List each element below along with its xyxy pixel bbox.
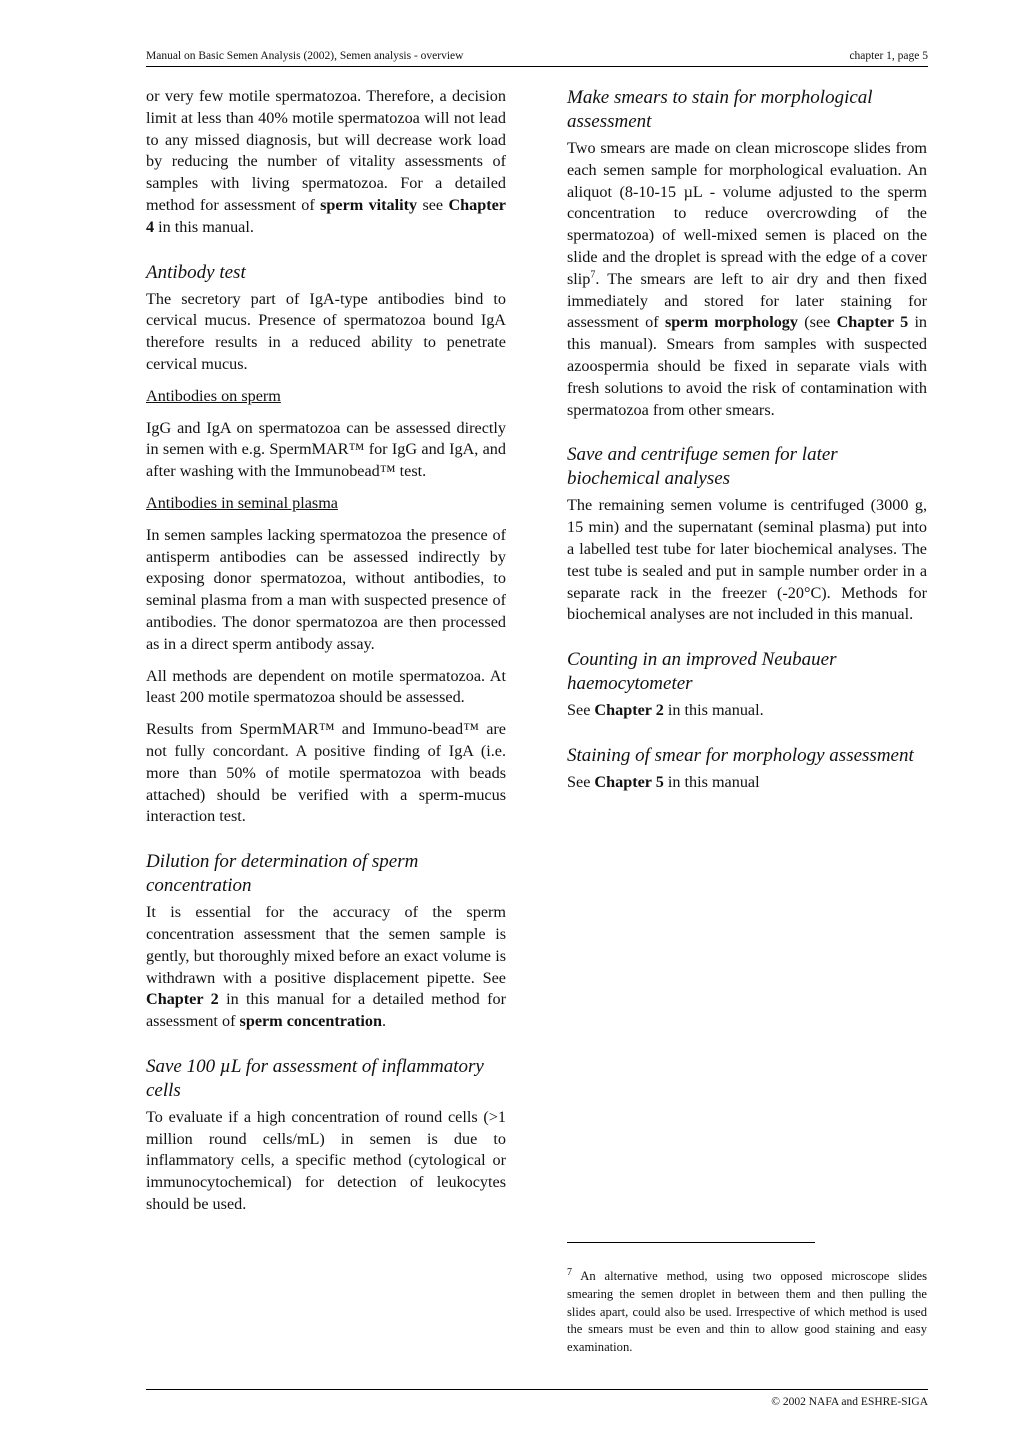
heading-save-100ul: Save 100 µL for assessment of inflammatory cells xyxy=(146,1055,484,1101)
paragraph-centrifuge: The remaining semen volume is centrifuged (3000 g, 15 min) and the supernatant (seminal plasma) put into a labelled test tube for later biochemical analyses. The test tube is sealed and put in sample number order in a separate rack in the freezer (-20°C). Methods for biochemical analyses are not included in this manual. xyxy=(567,496,927,624)
paragraph-dilution: It is essential for the accuracy of the sperm concentration assessment that the semen sample is gently, but thoroughly mixed before an exact volume is withdrawn with a positive displacement pipette. See Chapter 2 in this manual for a detailed method for assessment of sperm concentration. xyxy=(146,903,506,1031)
heading-dilution: Dilution for determination of sperm concentration xyxy=(146,851,419,897)
paragraph-results: Results from SpermMAR™ and Immuno-bead™ are not fully concordant. A positive finding of IgA (i.e. more than 50% of motile spermatozoa with beads attached) should be verified with a sperm-mucus interaction test. xyxy=(146,720,506,826)
header-title: Manual on Basic Semen Analysis (2002), Semen analysis - overview xyxy=(146,50,464,62)
paragraph-all-methods: All methods are dependent on motile spermatozoa. At least 200 motile spermatozoa should be assessed. xyxy=(146,666,506,707)
paragraph-antibodies-on-sperm: IgG and IgA on spermatozoa can be assessed directly in semen with e.g. SpermMAR™ for IgG and IgA, and after washing with the Immunobead™ test. xyxy=(146,418,506,481)
paragraph-make-smears: Two smears are made on clean microscope slides from each semen sample for morphological evaluation. An aliquot (8-10-15 µL - volume adjusted to the sperm concentration to reduce overcrowding of the spermatozoa) of well-mixed semen is placed on the slide and the droplet is spread with the edge of a cover slip$^7$. The smears are left to air dry and then fixed immediately and stored for later staining for assessment of sperm morphology (see Chapter 5 in this manual). Smears from samples with suspected azoospermia should be fixed in separate vials with fresh solutions to avoid the risk of contamination with spermatozoa from other smears. xyxy=(567,139,928,419)
subheading-antibodies-in-seminal-plasma: Antibodies in seminal plasma xyxy=(146,493,338,512)
paragraph-antibody-test: The secretory part of IgA-type antibodies bind to cervical mucus. Presence of spermatozoa bound IgA therefore results in a reduced ability to penetrate cervical mucus. xyxy=(146,289,506,373)
subheading-antibodies-on-sperm: Antibodies on sperm xyxy=(146,386,281,405)
footer-divider xyxy=(146,1389,928,1390)
heading-make-smears: Make smears to stain for morphological assessment xyxy=(567,87,873,132)
left-column xyxy=(146,86,506,1226)
page-footer: © 2002 NAFA and ESHRE-SIGA xyxy=(771,1396,928,1408)
heading-antibody-test: Antibody test xyxy=(146,261,246,283)
footnote: $^7$ An alternative method, using two opposed microscope slides smearing the semen droplet in between them and then pulling the slides apart, could also be used. Irrespective of which method is used the smears must be even and thin to allow good staining and easy examination. xyxy=(567,1266,927,1355)
right-column xyxy=(567,86,927,804)
paragraph-staining: See Chapter 5 in this manual xyxy=(567,772,760,791)
footnote-number: 7 xyxy=(567,1266,572,1278)
footnote-reference: 7 xyxy=(590,269,596,281)
paragraph-save-100ul: To evaluate if a high concentration of round cells (>1 million round cells/mL) in semen is due to inflammatory cells, a specific method (cytological or immunocytochemical) for detection of leukocytes should be used. xyxy=(146,1107,506,1214)
heading-centrifuge: Save and centrifuge semen for later biochemical analyses xyxy=(567,444,838,490)
paragraph-intro: or very few motile spermatozoa. Therefore, a decision limit at less than 40% motile spermatozoa will not lead to any missed diagnosis, but will decrease work load by reducing the number of vitality assessments of samples with living spermatozoa. For a detailed method for assessment of sperm vitality see Chapter 4 in this manual. xyxy=(146,87,506,236)
paragraph-counting: See Chapter 2 in this manual. xyxy=(567,701,764,720)
footnote-divider xyxy=(567,1242,815,1243)
header-page-number: chapter 1, page 5 xyxy=(849,50,928,62)
heading-staining: Staining of smear for morphology assessment xyxy=(567,744,914,766)
heading-counting: Counting in an improved Neubauer haemocytometer xyxy=(567,649,837,695)
page-header xyxy=(146,50,928,67)
paragraph-antibodies-in-seminal-plasma: In semen samples lacking spermatozoa the presence of antisperm antibodies can be assessed indirectly by exposing donor spermatozoa, without antibodies, to seminal plasma from a man with suspected presence of antibodies. The donor spermatozoa are then processed as in a direct sperm antibody assay. xyxy=(146,525,506,653)
